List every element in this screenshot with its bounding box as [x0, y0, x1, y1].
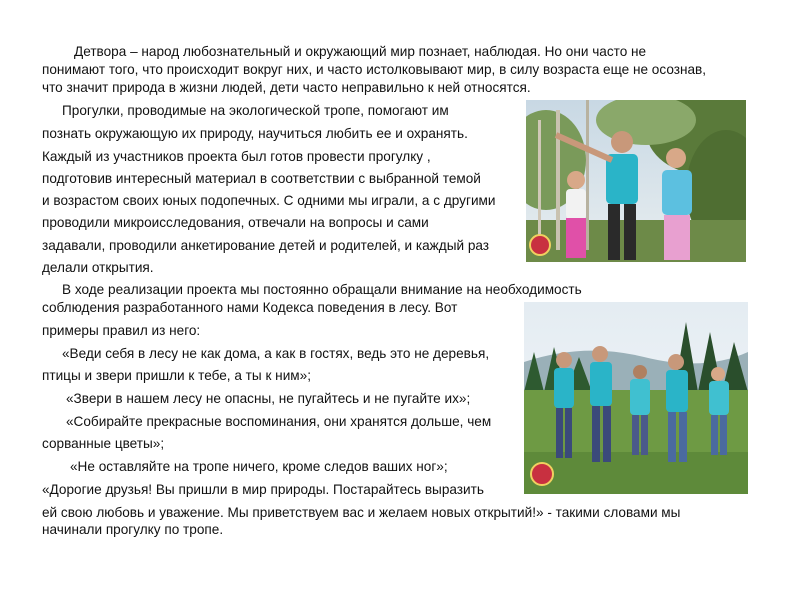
- text-line: примеры правил из него:: [42, 323, 201, 338]
- text-line: соблюдения разработанного нами Кодекса поведения в лесу. Вот: [42, 300, 458, 315]
- text-line: задавали, проводили анкетирование детей и родителей, и каждый раз: [42, 238, 490, 253]
- text-line: познать окружающую их природу, научиться любить ее и охранять.: [42, 126, 468, 141]
- children-in-forest-photo: [526, 100, 746, 262]
- text-line: «Веди себя в лесу не как дома, а как в гостях, ведь это не деревья,: [62, 346, 490, 361]
- text-line: «Собирайте прекрасные воспоминания, они хранятся дольше, чем: [66, 414, 492, 429]
- text-line: ей свою любовь и уважение. Мы приветствуем вас и желаем новых открытий!» - такими словами мы: [42, 505, 681, 520]
- text-line: начинали прогулку по тропе.: [42, 522, 224, 537]
- text-line: Прогулки, проводимые на экологической тропе, помогают им: [62, 103, 449, 118]
- text-line: проводили микроисследования, отвечали на вопросы и сами: [42, 215, 429, 230]
- text-line: В ходе реализации проекта мы постоянно обращали внимание на необходимость: [62, 282, 582, 297]
- text-line: делали открытия.: [42, 260, 154, 275]
- text-line: подготовив интересный материал в соответствии с выбранной темой: [42, 171, 481, 186]
- group-walking-in-meadow-photo: [524, 302, 748, 494]
- text-line: птицы и звери пришли к тебе, а ты к ним»;: [42, 368, 311, 383]
- text-line: «Дорогие друзья! Вы пришли в мир природы. Постарайтесь выразить: [42, 482, 484, 497]
- text-line: понимают того, что происходит вокруг них, и часто истолковывают мир, в силу возраста еще не осознав,: [42, 62, 707, 77]
- text-line: сорванные цветы»;: [42, 436, 165, 451]
- text-line: «Звери в нашем лесу не опасны, не пугайтесь и не пугайте их»;: [66, 391, 471, 406]
- text-line: и возрастом своих юных подопечных. С одними мы играли, а с другими: [42, 193, 496, 208]
- text-line: Каждый из участников проекта был готов провести прогулку ,: [42, 149, 431, 164]
- text-line: «Не оставляйте на тропе ничего, кроме следов ваших ног»;: [70, 459, 448, 474]
- text-line: Детвора – народ любознательный и окружающий мир познает, наблюдая. Но они часто не: [74, 44, 647, 59]
- text-line: что значит природа в жизни людей, дети часто неправильно к ней относятся.: [42, 80, 531, 95]
